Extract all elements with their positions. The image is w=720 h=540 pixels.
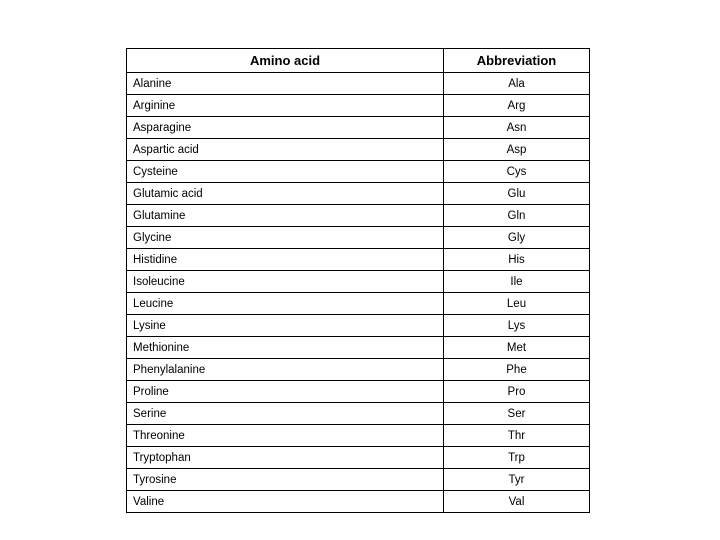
amino-acid-name-cell: Asparagine [127, 117, 444, 139]
table-body [127, 73, 590, 513]
table-row [127, 359, 590, 381]
abbreviation-cell: Asn [444, 117, 590, 139]
table-row [127, 447, 590, 469]
amino-acid-name-cell: Threonine [127, 425, 444, 447]
abbreviation-cell: Ala [444, 73, 590, 95]
table-row [127, 337, 590, 359]
amino-acid-name-cell: Phenylalanine [127, 359, 444, 381]
table-row [127, 403, 590, 425]
abbreviation-cell: Val [444, 491, 590, 513]
amino-acid-name-cell: Tryptophan [127, 447, 444, 469]
abbreviation-cell: Ile [444, 271, 590, 293]
abbreviation-cell: His [444, 249, 590, 271]
amino-acid-name-cell: Lysine [127, 315, 444, 337]
abbreviation-cell: Phe [444, 359, 590, 381]
table-row [127, 249, 590, 271]
abbreviation-cell: Thr [444, 425, 590, 447]
amino-acid-name-cell: Isoleucine [127, 271, 444, 293]
abbreviation-cell: Pro [444, 381, 590, 403]
table-row [127, 95, 590, 117]
table-row [127, 139, 590, 161]
abbreviation-cell: Trp [444, 447, 590, 469]
table-row [127, 117, 590, 139]
amino-acid-name-cell: Tyrosine [127, 469, 444, 491]
table-row [127, 469, 590, 491]
header-row [127, 49, 590, 73]
amino-acid-name-cell: Methionine [127, 337, 444, 359]
abbreviation-cell: Tyr [444, 469, 590, 491]
amino-acid-name-cell: Proline [127, 381, 444, 403]
amino-acid-name-cell: Glutamine [127, 205, 444, 227]
table-row [127, 183, 590, 205]
table-row [127, 271, 590, 293]
amino-acid-name-cell: Arginine [127, 95, 444, 117]
abbreviation-cell: Met [444, 337, 590, 359]
amino-acid-name-cell: Valine [127, 491, 444, 513]
amino-acid-name-cell: Serine [127, 403, 444, 425]
table-row [127, 161, 590, 183]
table-row [127, 491, 590, 513]
abbreviation-cell: Glu [444, 183, 590, 205]
table-header [127, 49, 590, 73]
table-row [127, 73, 590, 95]
abbreviation-cell: Cys [444, 161, 590, 183]
amino-acid-name-cell: Glycine [127, 227, 444, 249]
amino-acid-table [126, 48, 590, 513]
table-row [127, 381, 590, 403]
abbreviation-cell: Lys [444, 315, 590, 337]
column-header-amino-acid: Amino acid [127, 49, 444, 73]
amino-acid-name-cell: Glutamic acid [127, 183, 444, 205]
abbreviation-cell: Gly [444, 227, 590, 249]
amino-acid-name-cell: Leucine [127, 293, 444, 315]
amino-acid-name-cell: Alanine [127, 73, 444, 95]
table-row [127, 315, 590, 337]
amino-acid-name-cell: Aspartic acid [127, 139, 444, 161]
abbreviation-cell: Arg [444, 95, 590, 117]
table-row [127, 205, 590, 227]
abbreviation-cell: Ser [444, 403, 590, 425]
abbreviation-cell: Leu [444, 293, 590, 315]
abbreviation-cell: Asp [444, 139, 590, 161]
table-row [127, 227, 590, 249]
amino-acid-name-cell: Histidine [127, 249, 444, 271]
column-header-abbreviation: Abbreviation [444, 49, 590, 73]
table-row [127, 425, 590, 447]
amino-acid-name-cell: Cysteine [127, 161, 444, 183]
table-row [127, 293, 590, 315]
abbreviation-cell: Gln [444, 205, 590, 227]
